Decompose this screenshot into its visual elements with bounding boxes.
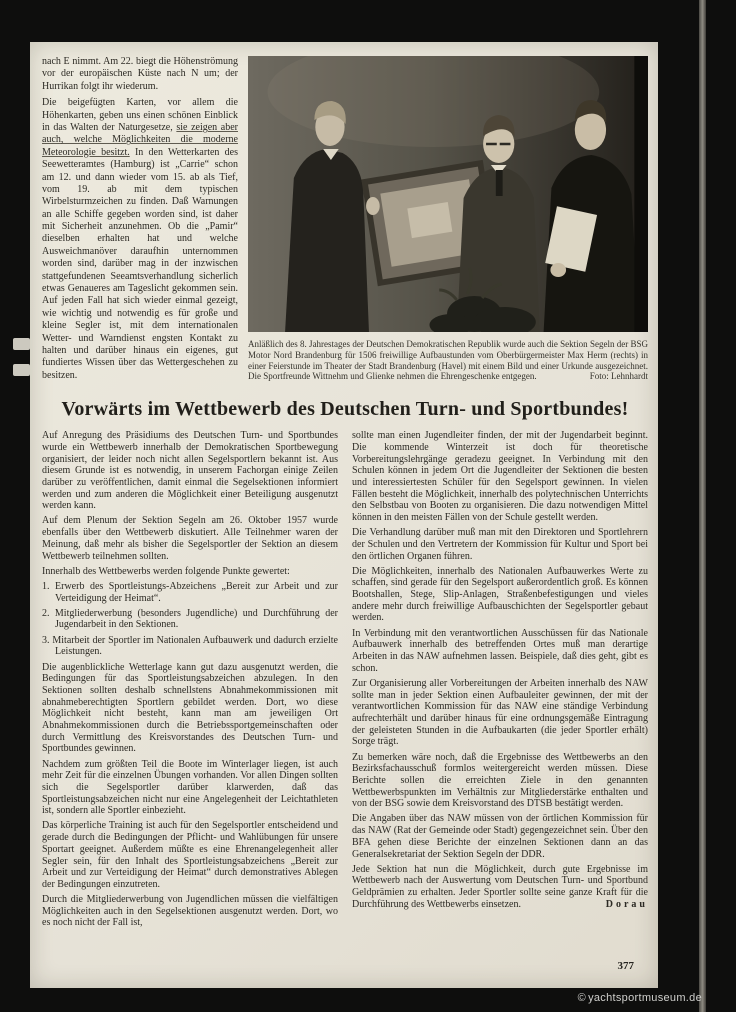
article-headline: Vorwärts im Wettbewerb des Deutschen Turn- und Sportbundes! xyxy=(61,398,629,421)
numbered-list-item: 3. Mitarbeit der Sportler im Nationalen Aufbauwerk und dadurch erzielte Leistungen. xyxy=(42,634,338,658)
weather-article-column xyxy=(42,56,238,386)
article-column-right xyxy=(352,430,648,933)
photo-illustration xyxy=(248,56,648,332)
numbered-list-item: 1. Erwerb des Sportleistungs-Abzeichens „Bereit zur Arbeit und zur Verteidigung der Heimat“. xyxy=(42,580,338,604)
paragraph: In Verbindung mit den verantwortlichen Ausschüssen für das Nationale Aufbauwerk innerhalb des betreffenden Ortes muß man derartige Arbeiten in das NAW aufnehmen lassen. Beispiele, daß dies geht, gibt es schon. xyxy=(352,627,648,674)
top-section xyxy=(42,56,648,386)
paragraph: Nachdem zum größten Teil die Boote im Winterlager liegen, ist auch mehr Zeit für die einzelnen Übungen vorhanden. Vor allen Dingen sollten sich die Segelsportler darüber klarwerden, daß das Sportleistungsabzeichen nicht nur eine Angelegenheit der Leichtathleten ist, sondern alle Sportler einbezieht. xyxy=(42,758,338,817)
text-run: Jede Sektion hat nun die Möglichkeit, durch gute Ergebnisse im Wettbewerb nach der Auswertung vom Deutschen Turn- und Sportbund Geldprämien zu erhalten. Jeder Sportler sollte seine ganze Kraft für die Durchführung des Wettbewerbs einsetzen. xyxy=(352,863,648,910)
caption-text: Anläßlich des 8. Jahrestages der Deutschen Demokratischen Republik wurde auch die Sektion Segeln der BSG Motor Nord Brandenburg für 1506 freiwillige Aufbaustunden vom Oberbürgermeister Max Herm (rechts) in einer Feierstunde im Theater der Stadt Brandenburg (Havel) mit einem Bild und einer Urkunde ausgezeichnet. Die Sportfreunde Wittnehm und Glienke nehmen die Ehrengeschenke entgegen. xyxy=(248,339,648,382)
paragraph: Die augenblickliche Wetterlage kann gut dazu ausgenutzt werden, die Bedingungen für das Sportleistungsabzeichen abzulegen. In den Sektionen sollten deshalb schnellstens Abnahmekommissionen mit abnahmeberechtigten Sportlern gebildet werden. Dort, wo diese Möglichkeit nicht besteht, kann man am jeweiligen Ort Abnahmekommissionen durch die Betriebssportgemeinschaften oder durch Vermittlung des Kreisvorstandes des Deutschen Turn- und Sportbundes gewinnen. xyxy=(42,661,338,755)
photo-column xyxy=(248,56,648,386)
watermark xyxy=(578,992,702,1004)
photo-credit: Foto: Lehnhardt xyxy=(589,371,648,382)
author-byline: Dorau xyxy=(605,898,648,910)
punch-hole xyxy=(13,364,30,376)
adjacent-page-edge xyxy=(699,0,706,1012)
photo-caption xyxy=(248,339,648,382)
list-intro: Innerhalb des Wettbewerbs werden folgende Punkte gewertet: xyxy=(42,565,290,577)
copyright-icon: © xyxy=(577,992,587,1004)
paragraph xyxy=(42,97,238,382)
pencil-underlined-text: sie zeigen aber auch, welche Möglichkeiten die moderne Meteorologie besitzt. xyxy=(42,121,238,158)
paragraph: nach E nimmt. Am 22. biegt die Höhenströmung vor der europäischen Küste nach N um; der Hurrikan folgt ihr wiederum. xyxy=(42,56,238,92)
article-column-left xyxy=(42,430,338,933)
photo-award-ceremony xyxy=(248,56,648,332)
article-body xyxy=(42,430,648,933)
paragraph: Auf Anregung des Präsidiums des Deutschen Turn- und Sportbundes wurde ein Wettbewerb innerhalb der Demokratischen Sportbewegung organisiert, der leider noch nicht allen Segelsportlern bekannt ist. Aus diesem Grunde ist es notwendig, in unserem Fachorgan einige Zeilen darüber zu veröffentlichen, damit einmal die Segelsektionen informiert werden und zum anderen die Möglichkeit einer Beteiligung ausgenutzt werden kann. xyxy=(42,430,338,512)
paragraph: Die Angaben über das NAW müssen von der örtlichen Kommission für das NAW (Rat der Gemeinde oder Stadt) gegengezeichnet sein. Über den BFA gehen diese Berichte der einzelnen Sektionen dann an das Generalsekretariat der Sektion Segeln der DDR. xyxy=(352,813,648,860)
numbered-list-item: 2. Mitgliederwerbung (besonders Jugendliche) und Durchführung der Jugendarbeit in den Sektionen. xyxy=(42,607,338,631)
punch-hole xyxy=(13,338,30,350)
paragraph: Das körperliche Training ist auch für den Segelsportler entscheidend und gerade durch die Bedingungen der Pflicht- und Wahlübungen für unsere Sportart geeignet. Außerdem müßte es eine Ehrenangelegenheit aller Segler sein, für den Inhalt des Sportleistungsabzeichens „Bereit zur Arbeit und zur Verteidigung der Heimat“ durch demonstratives Ablegen der Bedingungen einzutreten. xyxy=(42,820,338,890)
watermark-text: yachtsportmuseum.de xyxy=(588,992,702,1004)
text-run: Die beigefügten Karten, vor allem die Höhenkarten, geben uns einen schönen Einblick in das Walten der Naturgesetze, xyxy=(42,97,238,133)
paragraph: Zu bemerken wäre noch, daß die Ergebnisse des Wettbewerbs an den Bezirksfachausschuß formlos weitergereicht werden müssen. Diese Berichte sollen die erreichten Ziele in den genannten Wettbewerbspunkten im Verhältnis zur Mitgliederstärke enthalten und von der BSG sowie dem Kreisvorstand des DTSB bestätigt werden. xyxy=(352,751,648,810)
magazine-page xyxy=(30,42,658,988)
closing-paragraph xyxy=(352,864,648,911)
paragraph: Zur Organisierung aller Vorbereitungen der Arbeiten innerhalb des NAW sollte man in jeder Sektion einen Aufbauleiter gewinnen, der mit der verantwortlichen Kommission für das NAW eine ständige Verbindung aufrechterhält und darüber hinaus für eine ordnungsgemäße Eintragung der geleisteten Stunden in die Aufbaukarten (die jeder Sportler erhält) Sorge trägt. xyxy=(352,677,648,748)
paragraph: Auf dem Plenum der Sektion Segeln am 26. Oktober 1957 wurde ebenfalls über den Wettbewerb diskutiert. Alle Teilnehmer waren der Meinung, daß mehr als bisher die Segelsportler der Sektion an diesem Wettbewerb teilnehmen sollten. xyxy=(42,515,338,562)
page-number: 377 xyxy=(617,960,634,972)
text-run: In den Wetterkarten des Seewetteramtes (Hamburg) ist „Carrie“ schon am 12. und dann wieder vom 15. ab als Tief, vom 19. ab mit dem typischen Wirbelsturmzeichen zu finden. Daß Warnungen an alle Schiffe gegeben worden sind, ist daher mit Sicherheit anzunehmen. Ob die „Pamir“ dieselben erhalten hat und welche Ausweichmanöver daraufhin unternommen worden sind, darüber mag in der inzwischen stattgefundenen Seeamtsverhandlung sicherlich etwas Genaueres am Tageslicht gekommen sein. Auf jeden Fall hat sich wieder einmal gezeigt, wie wichtig und notwendig es für große und kleine Segler ist, mit dem internationalen Wetter- und Warndienst engsten Kontakt zu halten und darüber hinaus ein eigenes, gut fundiertes Wissen über das Wettergeschehen zu besitzen. xyxy=(42,146,238,381)
paragraph: sollte man einen Jugendleiter finden, der mit der Jugendarbeit beginnt. Die kommende Winterzeit ist doch für theoretische Vorbereitungslehrgänge geradezu geeignet. In Verbindung mit den Schulen können in jedem Ort die Jugendleiter der Sektionen die besten und interessiertesten Schüler für den Segelsport gewinnen. In vielen Fällen besteht die Möglichkeit, innerhalb des polytechnischen Unterrichts den Selbstbau von Booten zu organisieren. Die dazu notwendigen Mittel können in den meisten Fällen von der Schule gestellt werden. xyxy=(352,430,648,523)
paragraph: Die Möglichkeiten, innerhalb des Nationalen Aufbauwerkes Werte zu schaffen, sind gerade für den Segelsport außerordentlich groß. Es können Bootshallen, Stege, Slip-Anlagen, Straßenbefestigungen und vieles andere mehr durch freiwillige Aufbauschichten der Segelsportler gebaut werden. xyxy=(352,565,648,624)
paragraph: Durch die Mitgliederwerbung von Jugendlichen müssen die vielfältigen Möglichkeiten auch in den Segelsektionen ausgenutzt werden. Dort, wo es noch nicht der Fall ist, xyxy=(42,894,338,929)
paragraph: Die Verhandlung darüber muß man mit den Direktoren und Sportlehrern der Schulen und den Vertretern der Kommission für Kultur und Sport bei den örtlichen Organen führen. xyxy=(352,527,648,562)
